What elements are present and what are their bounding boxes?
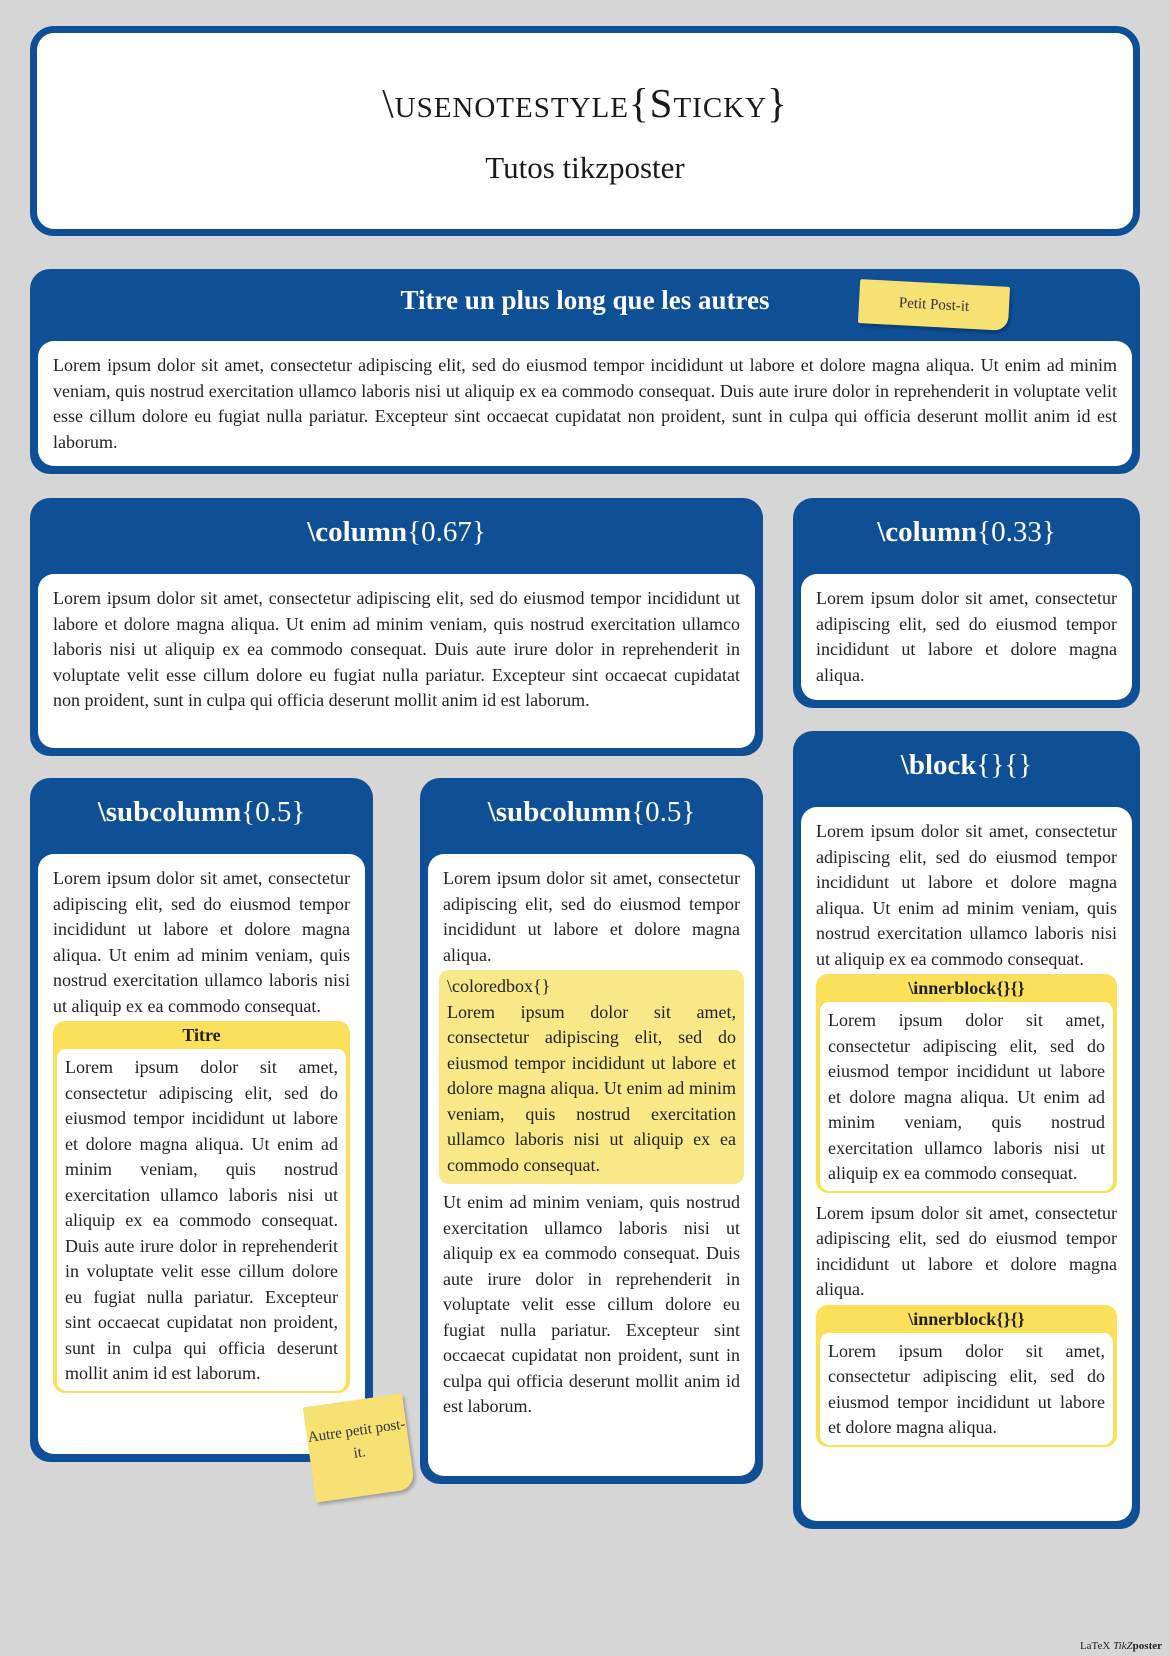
block-subcolumn-left (30, 778, 373, 1462)
block-paragraph-after: Ut enim ad minim veniam, quis nostrud exercitation ullamco laboris nisi ut aliquip ex ea commodo consequat. Duis aute irure dolor in reprehenderit in voluptate velit esse cillum dolore eu fugiat nulla pariatur. Excepteur sint occaecat cupidatat non proident, sunt in culpa qui officia deserunt mollit anim id est laborum. (443, 1192, 740, 1416)
block-title (793, 749, 1140, 782)
title-argument: {0.5} (241, 796, 306, 828)
block-body (428, 854, 755, 1476)
block-title (30, 516, 763, 549)
title-argument: Sticky (649, 80, 768, 126)
block-paragraph: Lorem ipsum dolor sit amet, consectetur adipiscing elit, sed do eiusmod tempor incididunt ut labore et dolore magna aliqua. Ut enim ad minim veniam, quis nostrud exercitation ullamco laboris nisi ut aliquip ex ea commodo consequat. (53, 868, 350, 1016)
title-command: \block (900, 749, 977, 781)
innerblock-title: \innerblock{}{} (908, 1308, 1025, 1329)
block-generic (793, 731, 1140, 1529)
block-body: Lorem ipsum dolor sit amet, consectetur adipiscing elit, sed do eiusmod tempor incididunt ut labore et dolore magna aliqua. Ut enim ad minim veniam, quis nostrud exercitation ullamco laboris nisi ut aliquip ex ea commodo consequat. Duis aute irure dolor in reprehenderit in voluptate velit esse cillum dolore eu fugiat nulla pariatur. Excepteur sint occaecat cupidatat non proident, sunt in culpa qui officia deserunt mollit anim id est laborum. (38, 341, 1132, 466)
title-block (30, 26, 1140, 236)
title-argument: {0.33} (977, 516, 1056, 548)
innerblock-first (816, 974, 1117, 1193)
footer-tikz: TikZ (1113, 1640, 1133, 1652)
title-command: \subcolumn (97, 796, 242, 828)
title-argument: {}{} (976, 749, 1033, 781)
block-paragraph-second: Lorem ipsum dolor sit amet, consectetur adipiscing elit, sed do eiusmod tempor incididunt ut labore et dolore magna aliqua. (816, 1202, 1117, 1299)
title-command: \column (877, 516, 978, 548)
coloredbox-text: Lorem ipsum dolor sit amet, consectetur adipiscing elit, sed do eiusmod tempor incididunt ut labore et dolore magna aliqua. Ut enim ad minim veniam, quis nostrud exercitation ullamco laboris nisi ut aliquip ex ea commodo consequat. (447, 1001, 736, 1175)
title-command: usenotestyle (394, 80, 629, 126)
block-body (38, 854, 365, 1454)
block-title: Titre un plus long que les autres (400, 285, 770, 315)
title-backslash: \ (382, 80, 395, 126)
title-command: \subcolumn (487, 796, 632, 828)
innerblock-body: Lorem ipsum dolor sit amet, consectetur adipiscing elit, sed do eiusmod tempor incididunt ut labore et dolore magna aliqua. (818, 1333, 1115, 1447)
block-paragraph: Lorem ipsum dolor sit amet, consectetur adipiscing elit, sed do eiusmod tempor incididunt ut labore et dolore magna aliqua. (443, 868, 740, 965)
block-title (30, 796, 373, 829)
postit-other: Autre petit post-it. (303, 1394, 415, 1503)
footer-latex: LaTeX (1079, 1640, 1111, 1652)
innerblock-body: Lorem ipsum dolor sit amet, consectetur adipiscing elit, sed do eiusmod tempor incididunt ut labore et dolore magna aliqua. Ut enim ad minim veniam, quis nostrud exercitation ullamco laboris nisi ut aliquip ex ea commodo consequat. (818, 1002, 1115, 1193)
block-body (801, 807, 1132, 1521)
innerblock-title: \innerblock{}{} (908, 978, 1025, 998)
title-argument: {0.67} (407, 516, 486, 548)
title-close-brace: } (767, 80, 788, 126)
block-column-067 (30, 498, 763, 756)
title-command: \column (307, 516, 408, 548)
poster-title (37, 79, 1133, 127)
postit-small: Petit Post-it (858, 279, 1010, 331)
block-body: Lorem ipsum dolor sit amet, consectetur adipiscing elit, sed do eiusmod tempor incididunt ut labore et dolore magna aliqua. (801, 574, 1132, 700)
coloredbox (439, 970, 744, 1184)
innerblock-second (816, 1305, 1117, 1447)
innerblock-body: Lorem ipsum dolor sit amet, consectetur adipiscing elit, sed do eiusmod tempor incididunt ut labore et dolore magna aliqua. Ut enim ad minim veniam, quis nostrud exercitation ullamco laboris nisi ut aliquip ex ea commodo consequat. Duis aute irure dolor in reprehenderit in voluptate velit esse cillum dolore eu fugiat nulla pariatur. Excepteur sint occaecat cupidatat non proident, sunt in culpa qui officia deserunt mollit anim id est laborum. (55, 1049, 348, 1393)
innerblock-title: Titre (182, 1025, 221, 1045)
block-paragraph: Lorem ipsum dolor sit amet, consectetur adipiscing elit, sed do eiusmod tempor incididunt ut labore et dolore magna aliqua. Ut enim ad minim veniam, quis nostrud exercitation ullamco laboris nisi ut aliquip ex ea commodo consequat. (816, 821, 1117, 969)
title-open-brace: { (628, 80, 650, 126)
block-column-033 (793, 498, 1140, 708)
footer-poster: poster (1132, 1640, 1162, 1652)
innerblock (53, 1021, 350, 1393)
coloredbox-label: \coloredbox{} (447, 976, 551, 996)
poster-author: Tutos tikzposter (485, 150, 685, 185)
block-subcolumn-right (420, 778, 763, 1484)
block-title (793, 516, 1140, 549)
footer-credit (1080, 1640, 1162, 1652)
block-body: Lorem ipsum dolor sit amet, consectetur adipiscing elit, sed do eiusmod tempor incididunt ut labore et dolore magna aliqua. Ut enim ad minim veniam, quis nostrud exercitation ullamco laboris nisi ut aliquip ex ea commodo consequat. Duis aute irure dolor in reprehenderit in voluptate velit esse cillum dolore eu fugiat nulla pariatur. Excepteur sint occaecat cupidatat non proident, sunt in culpa qui officia deserunt mollit anim id est laborum. (38, 574, 755, 748)
block-title (420, 796, 763, 829)
title-argument: {0.5} (631, 796, 696, 828)
